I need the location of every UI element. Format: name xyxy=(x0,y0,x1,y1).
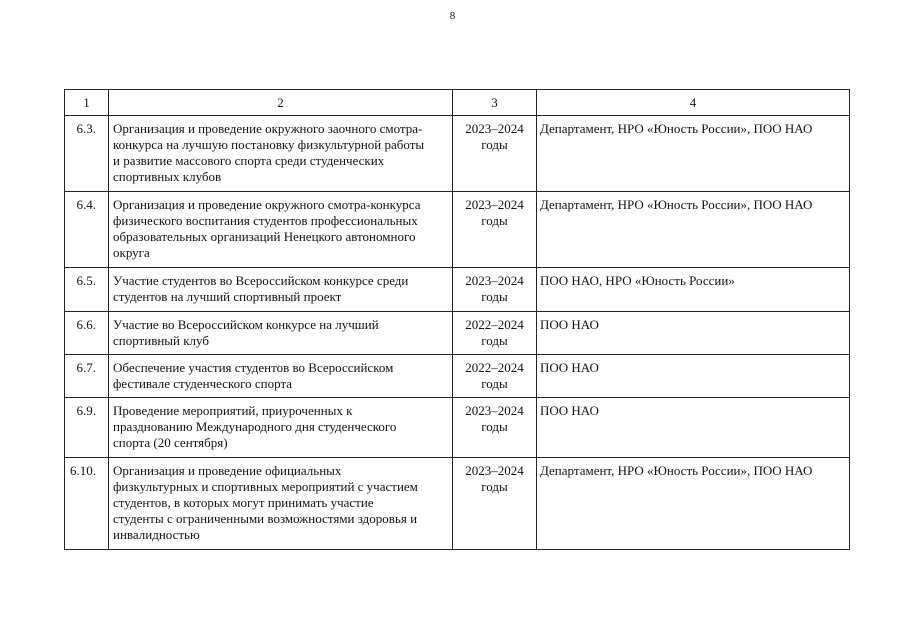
activity-title-line: физкультурных и спортивных мероприятий с участием xyxy=(113,479,418,494)
activity-title xyxy=(109,116,453,192)
row-number: 6.10. xyxy=(65,458,109,550)
period xyxy=(453,116,537,192)
period-unit: годы xyxy=(481,137,508,152)
period-years: 2022–2024 xyxy=(465,360,524,375)
activity-title-line: округа xyxy=(113,245,150,260)
table-row xyxy=(65,398,850,458)
period-years: 2023–2024 xyxy=(465,403,524,418)
executors: ПОО НАО xyxy=(537,398,850,458)
executors: ПОО НАО xyxy=(537,355,850,398)
activity-title-line: физического воспитания студентов профессиональных xyxy=(113,213,418,228)
period xyxy=(453,458,537,550)
table-row xyxy=(65,192,850,268)
table-row xyxy=(65,268,850,312)
period-years: 2023–2024 xyxy=(465,273,524,288)
executors: ПОО НАО, НРО «Юность России» xyxy=(537,268,850,312)
period xyxy=(453,355,537,398)
activity-title-line: образовательных организаций Ненецкого автономного xyxy=(113,229,416,244)
activity-title-line: Участие во Всероссийском конкурсе на лучший xyxy=(113,317,379,332)
activity-title xyxy=(109,355,453,398)
activity-title-line: Организация и проведение официальных xyxy=(113,463,342,478)
period-unit: годы xyxy=(481,479,508,494)
table-row xyxy=(65,458,850,550)
row-number: 6.9. xyxy=(65,398,109,458)
row-number: 6.5. xyxy=(65,268,109,312)
activity-title-line: спортивный клуб xyxy=(113,333,209,348)
table-row xyxy=(65,312,850,355)
activity-title-line: Организация и проведение окружного смотра-конкурса xyxy=(113,197,421,212)
activity-title-line: студентов на лучший спортивный проект xyxy=(113,289,342,304)
activity-title-line: празднованию Международного дня студенческого xyxy=(113,419,397,434)
activity-title-line: Участие студентов во Всероссийском конкурсе среди xyxy=(113,273,409,288)
executors: Департамент, НРО «Юность России», ПОО НАО xyxy=(537,192,850,268)
executors: ПОО НАО xyxy=(537,312,850,355)
activities-table xyxy=(64,89,850,550)
row-number: 6.3. xyxy=(65,116,109,192)
activity-title xyxy=(109,458,453,550)
period-years: 2023–2024 xyxy=(465,121,524,136)
activity-title-line: спорта (20 сентября) xyxy=(113,435,228,450)
period-years: 2023–2024 xyxy=(465,463,524,478)
column-header-number: 1 xyxy=(65,90,109,116)
activity-title-line: спортивных клубов xyxy=(113,169,222,184)
row-number: 6.6. xyxy=(65,312,109,355)
activity-title-line: студенты с ограниченными возможностями здоровья и xyxy=(113,511,418,526)
activity-title xyxy=(109,268,453,312)
period-unit: годы xyxy=(481,213,508,228)
period-unit: годы xyxy=(481,289,508,304)
period xyxy=(453,268,537,312)
column-header-period: 3 xyxy=(453,90,537,116)
row-number: 6.7. xyxy=(65,355,109,398)
executors: Департамент, НРО «Юность России», ПОО НАО xyxy=(537,458,850,550)
period-unit: годы xyxy=(481,376,508,391)
period xyxy=(453,398,537,458)
page-number: 8 xyxy=(449,10,456,22)
column-header-activity: 2 xyxy=(109,90,453,116)
activity-title-line: студентов, в которых могут принимать участие xyxy=(113,495,374,510)
executors: Департамент, НРО «Юность России», ПОО НАО xyxy=(537,116,850,192)
period-years: 2023–2024 xyxy=(465,197,524,212)
activity-title-line: Обеспечение участия студентов во Всероссийском xyxy=(113,360,394,375)
activity-title-line: и развитие массового спорта среди студенческих xyxy=(113,153,385,168)
period-unit: годы xyxy=(481,419,508,434)
activity-title xyxy=(109,192,453,268)
period-unit: годы xyxy=(481,333,508,348)
row-number: 6.4. xyxy=(65,192,109,268)
period xyxy=(453,312,537,355)
table-header-row xyxy=(65,90,850,116)
activity-title-line: фестивале студенческого спорта xyxy=(113,376,293,391)
table-row xyxy=(65,116,850,192)
table-row xyxy=(65,355,850,398)
activity-title xyxy=(109,312,453,355)
activity-title-line: инвалидностью xyxy=(113,527,200,542)
period xyxy=(453,192,537,268)
column-header-executors: 4 xyxy=(537,90,850,116)
activity-title-line: Организация и проведение окружного заочного смотра- xyxy=(113,121,423,136)
activity-title-line: Проведение мероприятий, приуроченных к xyxy=(113,403,353,418)
activity-title-line: конкурса на лучшую постановку физкультурной работы xyxy=(113,137,425,152)
activity-title xyxy=(109,398,453,458)
period-years: 2022–2024 xyxy=(465,317,524,332)
